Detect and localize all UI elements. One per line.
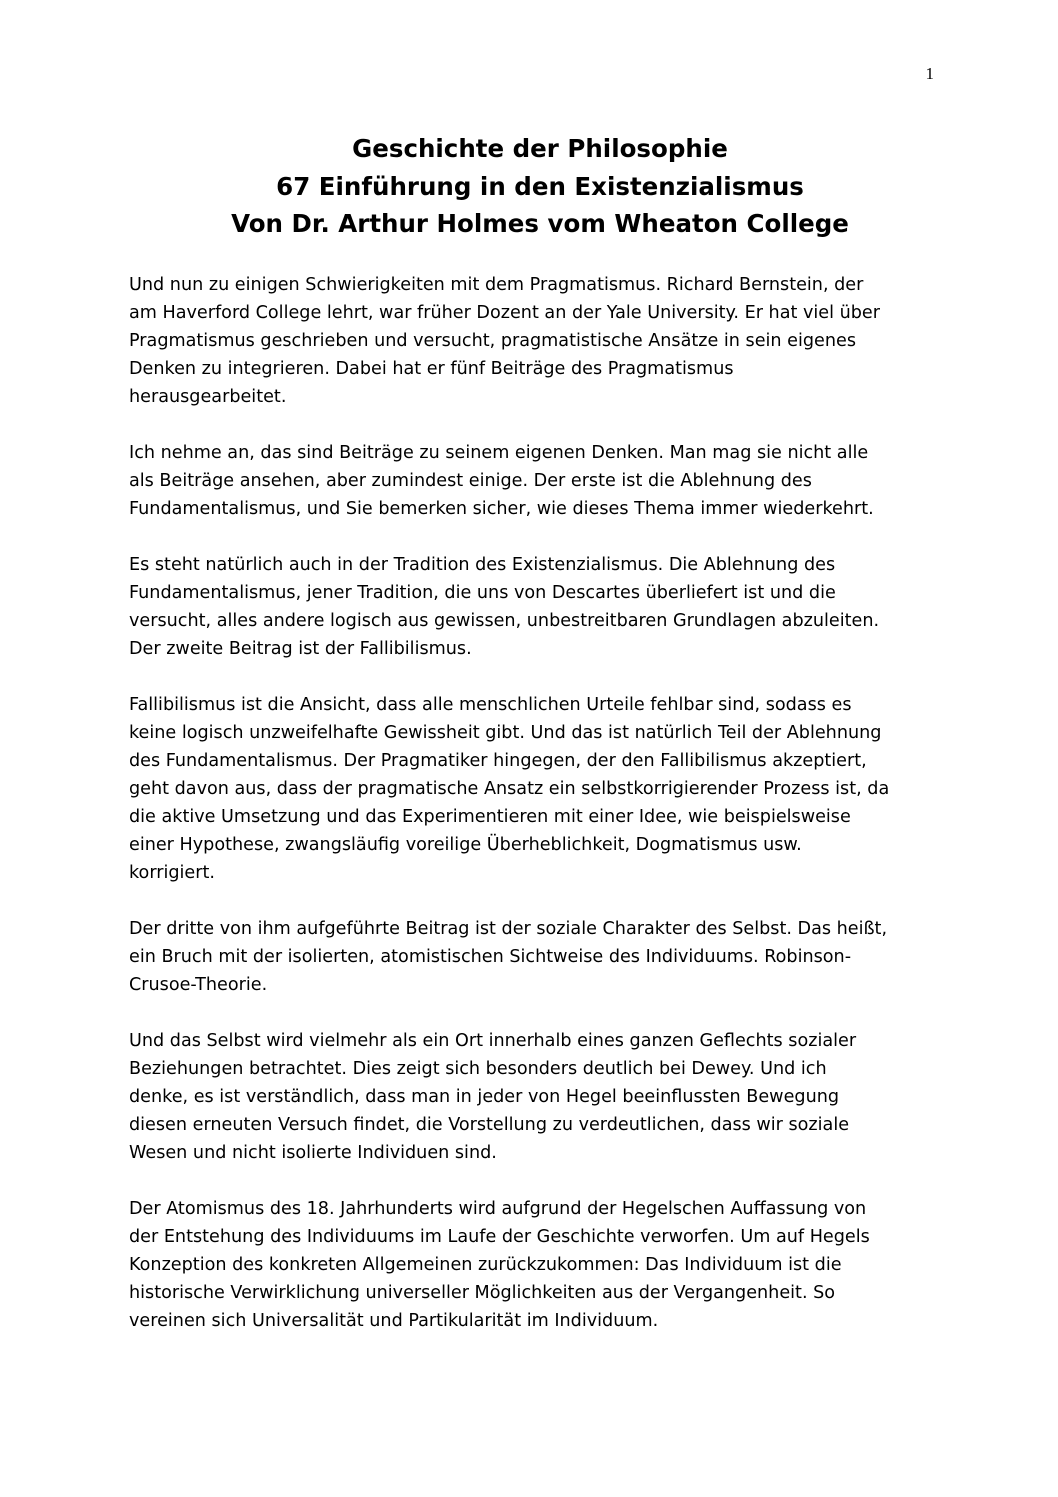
text-line: denke, es ist verständlich, dass man in jeder von Hegel beeinflussten Bewegung (129, 1087, 840, 1107)
paragraph (129, 551, 941, 663)
text-line: als Beiträge ansehen, aber zumindest einige. Der erste ist die Ablehnung des (129, 471, 812, 491)
text-line: keine logisch unzweifelhafte Gewissheit gibt. Und das ist natürlich Teil der Ablehnung (129, 723, 882, 743)
paragraph (129, 271, 941, 411)
text-line: Crusoe-Theorie. (129, 975, 268, 995)
text-line: einer Hypothese, zwangsläufig voreilige Überheblichkeit, Dogmatismus usw. (129, 835, 802, 855)
paragraph (129, 439, 941, 523)
text-line: Und das Selbst wird vielmehr als ein Ort innerhalb eines ganzen Geflechts sozialer (129, 1031, 857, 1051)
title-line: Geschichte der Philosophie (352, 134, 728, 163)
text-line: Denken zu integrieren. Dabei hat er fünf Beiträge des Pragmatismus (129, 359, 734, 379)
paragraph (129, 1195, 941, 1335)
text-line: die aktive Umsetzung und das Experimentieren mit einer Idee, wie beispielsweise (129, 807, 851, 827)
text-line: Konzeption des konkreten Allgemeinen zurückzukommen: Das Individuum ist die (129, 1255, 842, 1275)
text-line: Fundamentalismus, und Sie bemerken sicher, wie dieses Thema immer wiederkehrt. (129, 499, 874, 519)
text-line: Beziehungen betrachtet. Dies zeigt sich besonders deutlich bei Dewey. Und ich (129, 1059, 827, 1079)
paragraph (129, 691, 941, 887)
text-line: Pragmatismus geschrieben und versucht, pragmatistische Ansätze in sein eigenes (129, 331, 857, 351)
text-line: Der dritte von ihm aufgeführte Beitrag ist der soziale Charakter des Selbst. Das heißt, (129, 919, 888, 939)
paragraph (129, 915, 941, 999)
text-line: Und nun zu einigen Schwierigkeiten mit dem Pragmatismus. Richard Bernstein, der (129, 275, 864, 295)
title-line: 67 Einführung in den Existenzialismus (276, 171, 804, 201)
text-line: historische Verwirklichung universeller Möglichkeiten aus der Vergangenheit. So (129, 1283, 836, 1303)
page-number: 1 (925, 64, 934, 83)
text-line: korrigiert. (129, 863, 215, 883)
text-line: Es steht natürlich auch in der Tradition des Existenzialismus. Die Ablehnung des (129, 555, 836, 575)
text-line: diesen erneuten Versuch findet, die Vorstellung zu verdeutlichen, dass wir soziale (129, 1115, 850, 1135)
paragraph (129, 1027, 941, 1167)
text-line: Fundamentalismus, jener Tradition, die uns von Descartes überliefert ist und die (129, 583, 836, 603)
text-line: ein Bruch mit der isolierten, atomistischen Sichtweise des Individuums. Robinson- (129, 947, 852, 967)
text-line: herausgearbeitet. (129, 387, 287, 407)
text-line: der Entstehung des Individuums im Laufe der Geschichte verworfen. Um auf Hegels (129, 1227, 870, 1247)
text-line: des Fundamentalismus. Der Pragmatiker hingegen, der den Fallibilismus akzeptiert, (129, 751, 867, 771)
text-line: vereinen sich Universalität und Partikularität im Individuum. (129, 1311, 659, 1331)
text-line: Der zweite Beitrag ist der Fallibilismus. (129, 639, 472, 659)
text-line: geht davon aus, dass der pragmatische Ansatz ein selbstkorrigierender Prozess ist, da (129, 779, 890, 799)
text-line: Wesen und nicht isolierte Individuen sind. (129, 1143, 497, 1163)
text-line: Der Atomismus des 18. Jahrhunderts wird aufgrund der Hegelschen Auffassung von (129, 1199, 867, 1219)
text-line: Fallibilismus ist die Ansicht, dass alle menschlichen Urteile fehlbar sind, sodass es (129, 695, 852, 715)
document-body (129, 271, 941, 1363)
document-title (100, 130, 980, 243)
title-line: Von Dr. Arthur Holmes vom Wheaton College (231, 209, 849, 238)
text-line: versucht, alles andere logisch aus gewissen, unbestreitbaren Grundlagen abzuleiten. (129, 611, 880, 631)
text-line: Ich nehme an, das sind Beiträge zu seinem eigenen Denken. Man mag sie nicht alle (129, 443, 869, 463)
text-line: am Haverford College lehrt, war früher Dozent an der Yale University. Er hat viel über (129, 303, 880, 323)
